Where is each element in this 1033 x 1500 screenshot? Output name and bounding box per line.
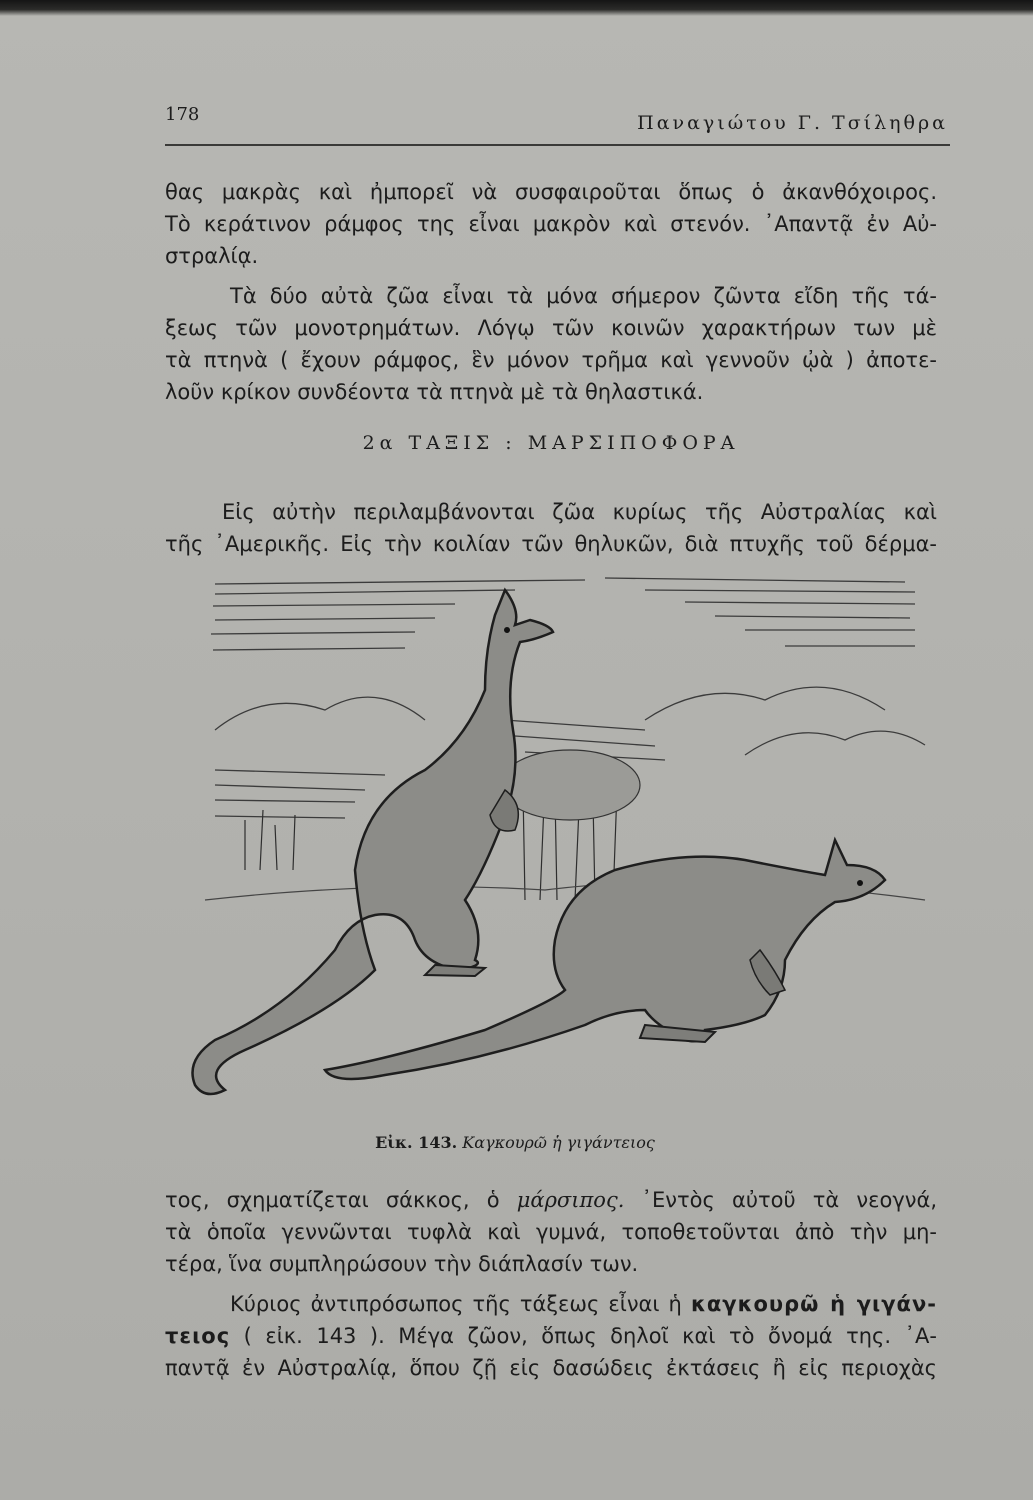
paragraph-4-line-1-end: ᾿Εντὸς αὐτοῦ τὰ νεογνά, [641, 1188, 938, 1212]
caption-text: Καγκουρῶ ἡ γιγάντειος [462, 1133, 655, 1152]
paragraph-3-line-2: τῆς ᾿Αμερικῆς. Εἰς τὴν κοιλίαν τῶν θηλυκῶν, διὰ πτυχῆς τοῦ δέρμα- [165, 532, 937, 556]
paragraph-1-line-3: στραλίᾳ. [165, 244, 259, 268]
paragraph-5-line-2-end: ( εἰκ. 143 ). Μέγα ζῶον, ὅπως δηλοῖ καὶ τὸ ὄνομά της. ᾿Α- [243, 1324, 937, 1348]
paragraph-1-line-2: Τὸ κεράτινον ράμφος της εἶναι μακρὸν καὶ στενόν. ᾿Απαντᾷ ἐν Αὐ- [165, 212, 937, 236]
term-marsipos: μάρσιπος. [516, 1188, 625, 1212]
paragraph-5-line-2 [165, 1320, 937, 1352]
paragraph-2-line-1: Τὰ δύο αὐτὰ ζῶα εἶναι τὰ μόνα σήμερον ζῶντα εἴδη τῆς τά- [230, 284, 937, 308]
figure-caption [165, 1133, 865, 1152]
page-header [165, 100, 950, 146]
term-kangaroo: καγκουρῶ ἡ γιγάν- [690, 1292, 937, 1316]
section-title: 2α ΤΑΞΙΣ : ΜΑΡΣΙΠΟΦΟΡΑ [362, 432, 740, 454]
paragraph-1-line-1: θας μακρὰς καὶ ἠμπορεῖ νὰ συσφαιροῦται ὅπως ὁ ἀκανθόχοιρος. [165, 180, 937, 204]
paragraph-4-line-3: τέρα, ἵνα συμπληρώσουν τὴν διάπλασίν των. [165, 1252, 639, 1276]
term-giganteios: τειος [165, 1324, 231, 1348]
paragraph-4-line-1 [165, 1184, 937, 1216]
paragraph-3-line-1: Εἰς αὐτὴν περιλαμβάνονται ζῶα κυρίως τῆς Αὐστραλίας καὶ [222, 500, 937, 524]
paragraph-4-line-1-start: τος, σχηματίζεται σάκκος, ὁ [165, 1188, 500, 1212]
paragraph-2-line-3: τὰ πτηνὰ ( ἔχουν ράμφος, ἓν μόνον τρῆμα καὶ γεννοῦν ᾠὰ ) ἀποτε- [165, 348, 937, 372]
paragraph-2-line-2: ξεως τῶν μονοτρημάτων. Λόγῳ τῶν κοινῶν χαρακτήρων των μὲ [165, 316, 937, 340]
scan-edge [0, 0, 1033, 16]
page-number: 178 [165, 104, 200, 125]
caption-number: Εἰκ. 143. [375, 1133, 458, 1152]
paragraph-5-line-3: παντᾷ ἐν Αὐστραλίᾳ, ὅπου ζῇ εἰς δασώδεις ἐκτάσεις ἢ εἰς περιοχὰς [165, 1356, 937, 1380]
paragraph-5-line-1 [230, 1288, 937, 1320]
paragraph-4-line-2: τὰ ὁποῖα γεννῶνται τυφλὰ καὶ γυμνά, τοποθετοῦνται ἀπὸ τὴν μη- [165, 1220, 937, 1244]
running-head: Παναγιώτου Γ. Τσίληθρα [637, 112, 948, 134]
paragraph-5-line-1-start: Κύριος ἀντιπρόσωπος τῆς τάξεως εἶναι ἡ [230, 1292, 682, 1316]
kangaroo-illustration [185, 570, 930, 1110]
paragraph-2-line-4: λοῦν κρίκον συνδέοντα τὰ πτηνὰ μὲ τὰ θηλαστικά. [165, 380, 704, 404]
